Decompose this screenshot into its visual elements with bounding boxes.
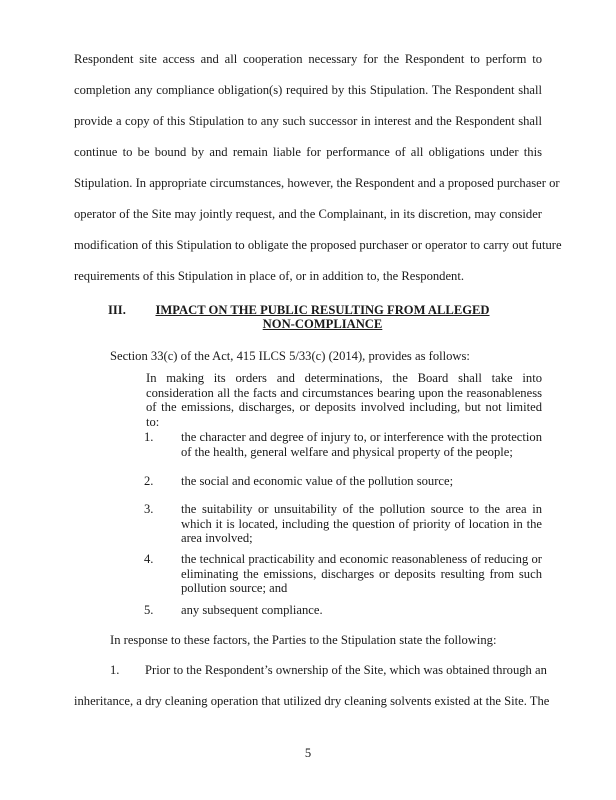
continued-paragraph-line: Stipulation. In appropriate circumstances, however, the Respondent and a proposed purchaser or (74, 176, 560, 190)
statute-item-number: 3. (144, 502, 154, 516)
statute-item-text: the character and degree of injury to, or interference with the protection of the health, general welfare and physical property of the people; (181, 430, 542, 459)
statute-item-number: 1. (144, 430, 154, 444)
continued-paragraph-line: modification of this Stipulation to obligate the proposed purchaser or operator to carry out future (74, 238, 562, 252)
continued-paragraph-line: operator of the Site may jointly request, and the Complainant, in its discretion, may consider (74, 207, 542, 221)
statute-item-text: the suitability or unsuitability of the pollution source to the area in which it is located, including the question of priority of location in the area involved; (181, 502, 542, 546)
continued-paragraph-line: completion any compliance obligation(s) required by this Stipulation. The Respondent shall (74, 83, 542, 97)
statute-intro: Section 33(c) of the Act, 415 ILCS 5/33(c) (2014), provides as follows: (110, 349, 470, 363)
statute-item-text: the social and economic value of the pollution source; (181, 474, 454, 488)
quoted-statute-lead: In making its orders and determinations, the Board shall take into consideration all the facts and circumstances bearing upon the reasonableness of the emissions, discharges, or deposits involved including, but not limited to: (146, 371, 542, 429)
continued-paragraph-line: provide a copy of this Stipulation to any such successor in interest and the Respondent shall (74, 114, 542, 128)
page-number: 5 (304, 746, 312, 760)
statute-item-text: the technical practicability and economic reasonableness of reducing or eliminating the emissions, discharges or deposits resulting from such pollution source; and (181, 552, 542, 596)
statute-item-number: 5. (144, 603, 154, 617)
continued-paragraph-line: continue to be bound by and remain liable for performance of all obligations under this (74, 145, 542, 159)
statute-item-number: 4. (144, 552, 154, 566)
section-number: III. (108, 303, 126, 317)
section-heading: IMPACT ON THE PUBLIC RESULTING FROM ALLEGED NON-COMPLIANCE (155, 303, 490, 331)
continued-paragraph-line: requirements of this Stipulation in place of, or in addition to, the Respondent. (74, 269, 464, 283)
statute-item-number: 2. (144, 474, 154, 488)
paragraph-first-line: Prior to the Respondent’s ownership of the Site, which was obtained through an (145, 663, 547, 677)
statute-item-text: any subsequent compliance. (181, 603, 323, 617)
response-intro: In response to these factors, the Parties to the Stipulation state the following: (110, 633, 497, 647)
paragraph-number: 1. (110, 663, 120, 677)
paragraph-line: inheritance, a dry cleaning operation that utilized dry cleaning solvents existed at the Site. The (74, 694, 550, 708)
continued-paragraph-line: Respondent site access and all cooperation necessary for the Respondent to perform to (74, 52, 542, 66)
